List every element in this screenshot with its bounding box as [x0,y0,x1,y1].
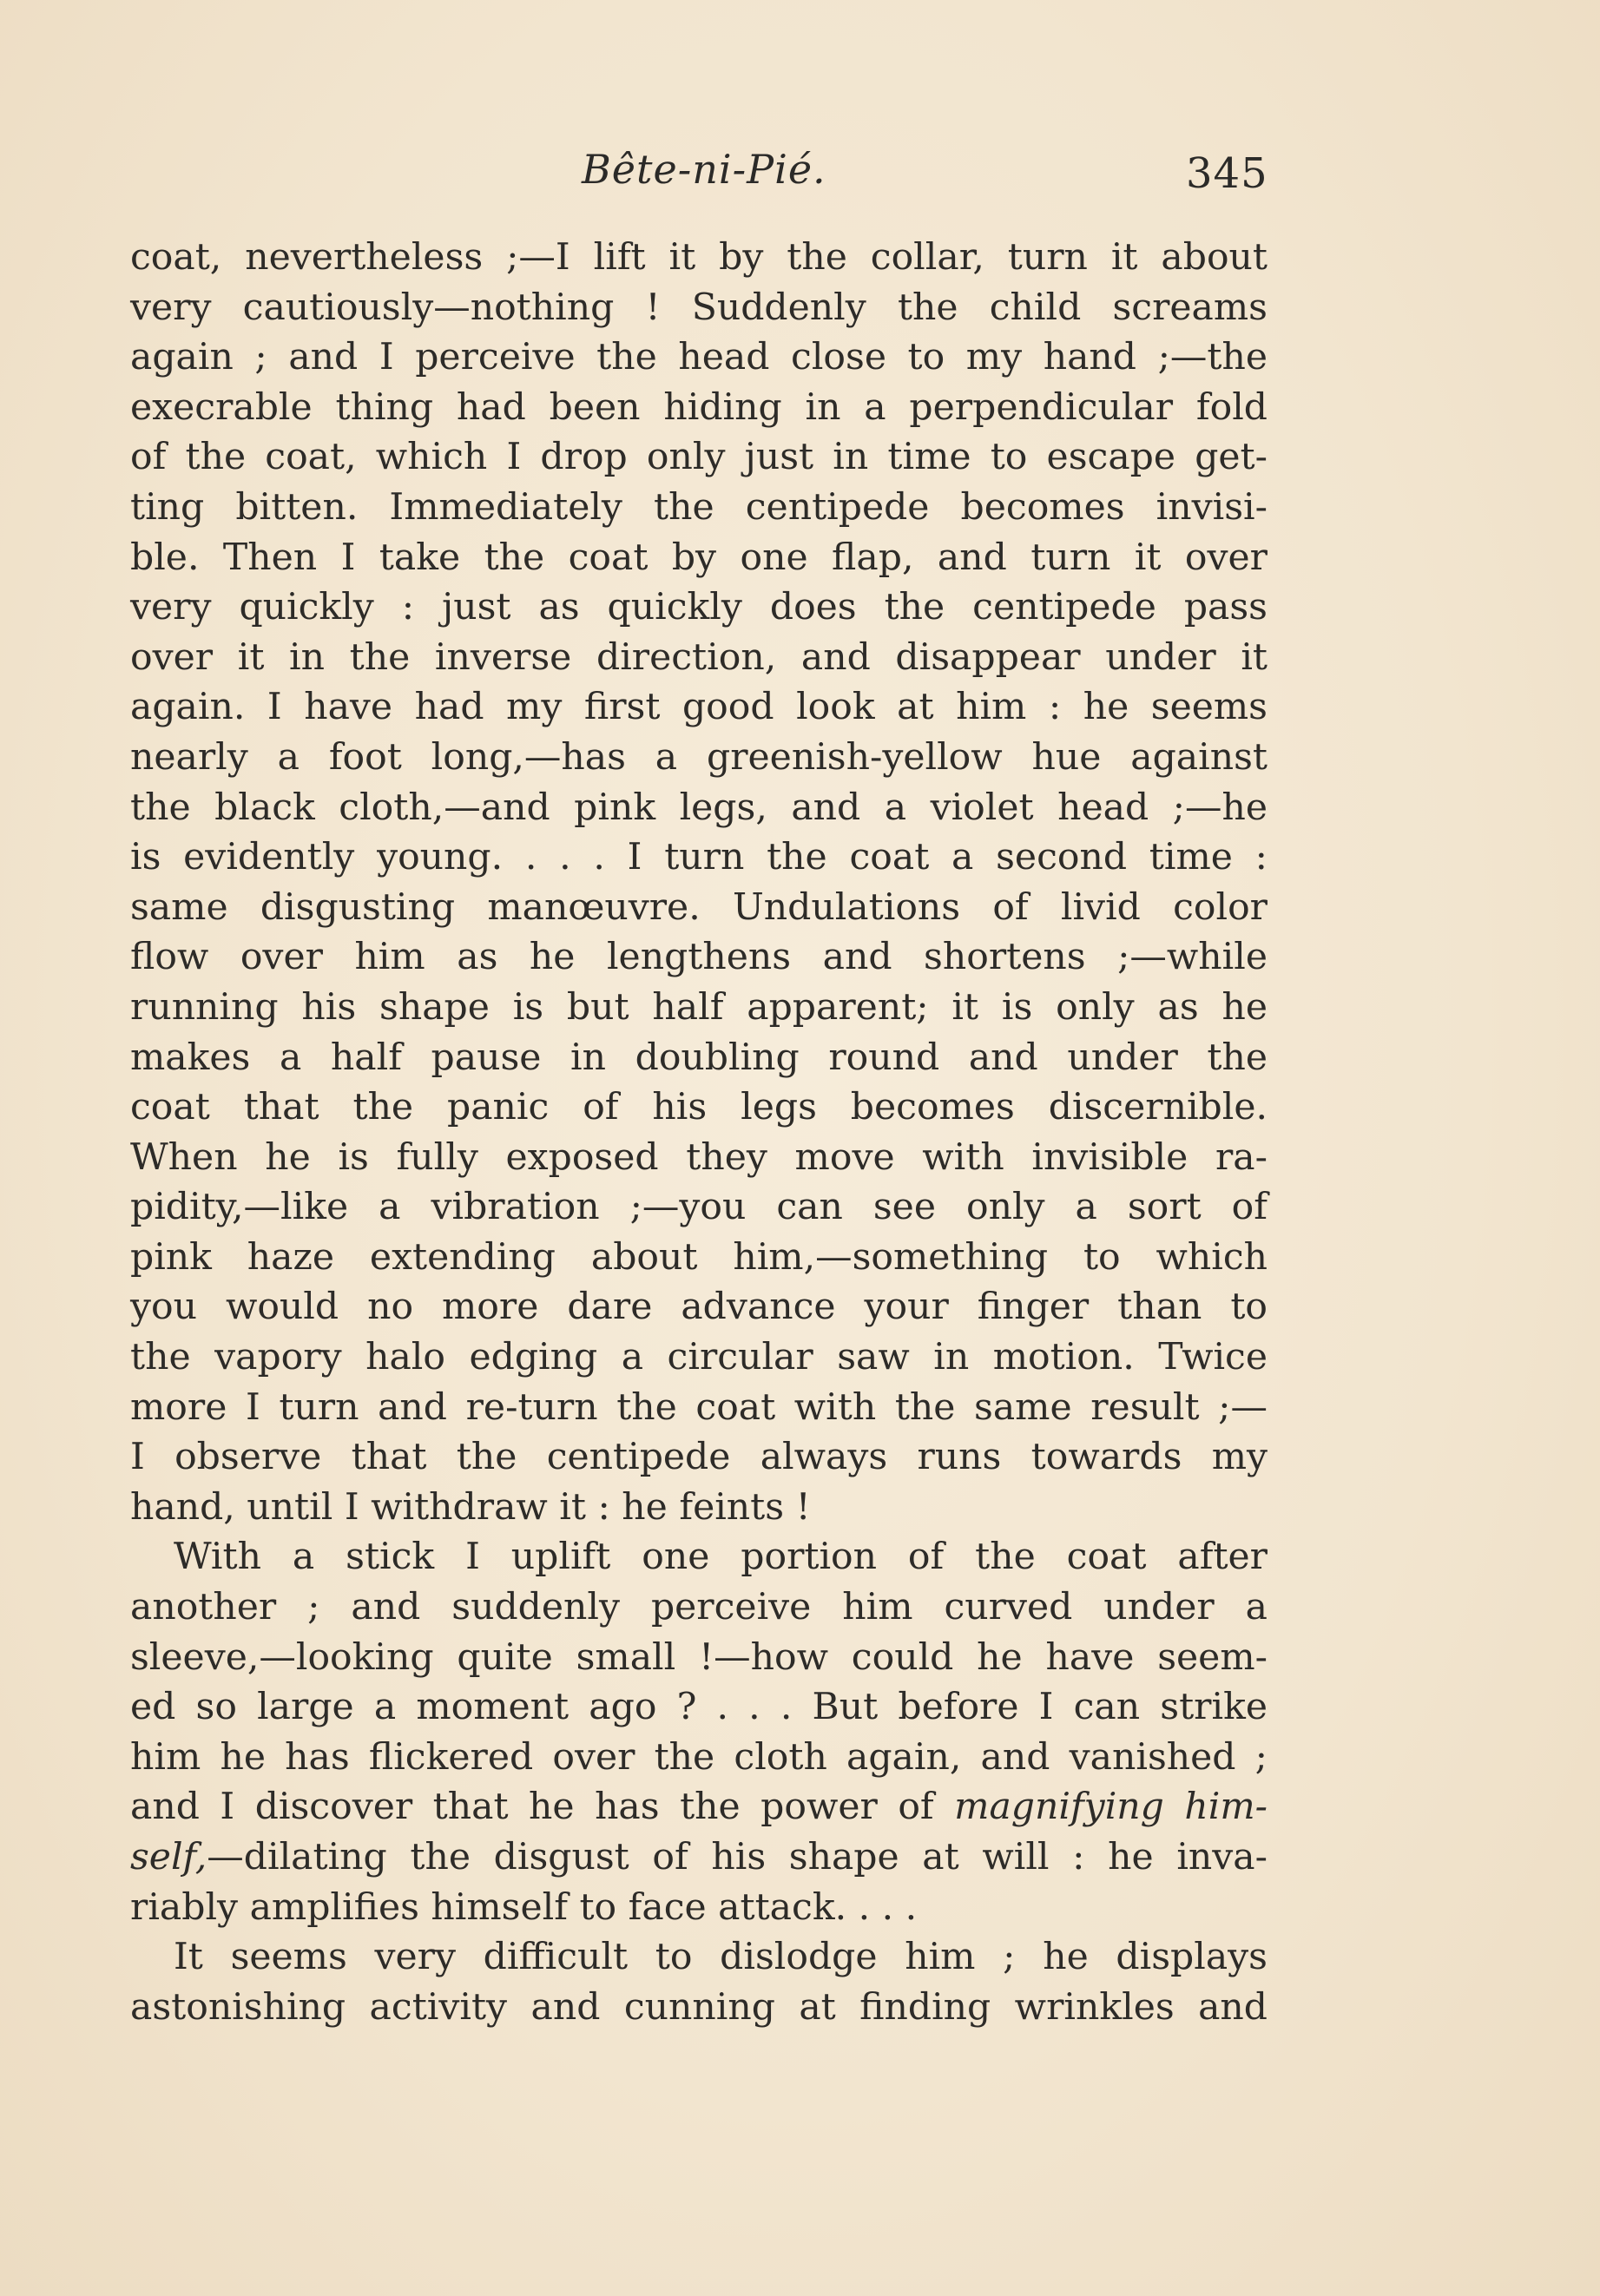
text-line: him he has flickered over the cloth again, and vanished ; [130,1735,1267,1779]
text-line: you would no more dare advance your finger than to [130,1286,1267,1329]
text-line: ble. Then I take the coat by one flap, and turn it over [130,536,1267,579]
text-line: more I turn and re-turn the coat with the same result ;— [130,1385,1267,1429]
text-line: coat that the panic of his legs becomes discernible. [130,1086,1267,1129]
paragraph-1 [130,233,1267,1532]
running-title: Bête-ni-Pié. [582,146,826,193]
text-line: of the coat, which I drop only just in time to escape get- [130,436,1267,479]
text-line: astonishing activity and cunning at finding wrinkles and [130,1985,1267,2029]
text-line: pidity,—like a vibration ;—you can see only a sort of [130,1186,1267,1229]
italic-text: self, [130,1836,207,1878]
text-line: over it in the inverse direction, and disappear under it [130,635,1267,679]
text-line: same disgusting manœuvre. Undulations of livid color [130,885,1267,929]
page-number: 345 [1186,149,1268,198]
paragraph-2 [130,1532,1267,1932]
text-line: pink haze extending about him,—something to which [130,1235,1267,1279]
text-line: I observe that the centipede always runs towards my [130,1436,1267,1479]
body-text [130,233,1267,2032]
text-line: riably amplifies himself to face attack. . . . [130,1885,918,1929]
text-line: the vapory halo edging a circular saw in motion. Twice [130,1336,1267,1379]
text-line: makes a half pause in doubling round and under the [130,1036,1267,1079]
paragraph-3 [130,1932,1267,2032]
text-line: again ; and I perceive the head close to my hand ;—the [130,336,1267,379]
text-line: the black cloth,—and pink legs, and a violet head ;—he [130,786,1267,829]
text-line: flow over him as he lengthens and shortens ;—while [130,936,1267,979]
text-line-mixed [130,1832,1267,1883]
text-line: nearly a foot long,—has a greenish-yellow hue against [130,735,1267,779]
text-line: hand, until I withdraw it : he feints ! [130,1485,811,1529]
text-line: again. I have had my first good look at him : he seems [130,686,1267,729]
text-line: With a stick I uplift one portion of the coat after [174,1536,1267,1579]
text-line: ting bitten. Immediately the centipede becomes invisi- [130,485,1267,529]
text-line: execrable thing had been hiding in a perpendicular fold [130,385,1267,429]
text-line: sleeve,—looking quite small !—how could he have seem- [130,1635,1267,1679]
text-segment: —dilating the disgust of his shape at will : he inva- [207,1836,1267,1878]
text-line: running his shape is but half apparent; it is only as he [130,985,1267,1029]
text-line: When he is fully exposed they move with invisible ra- [130,1135,1267,1179]
text-line: very quickly : just as quickly does the centipede pass [130,586,1267,629]
text-line: It seems very difficult to dislodge him ; he displays [174,1936,1267,1979]
text-line: coat, nevertheless ;—I lift it by the collar, turn it about [130,236,1267,279]
text-line: very cautiously—nothing ! Suddenly the child screams [130,286,1267,329]
text-segment: and I discover that he has the power of [130,1786,955,1829]
text-line: is evidently young. . . . I turn the coat a second time : [130,836,1267,879]
text-line: another ; and suddenly perceive him curved under a [130,1586,1267,1629]
text-line-mixed [130,1782,1267,1832]
page-header [130,130,1268,208]
text-line: ed so large a moment ago ? . . . But before I can strike [130,1686,1267,1729]
italic-text: magnifying him- [954,1786,1267,1829]
